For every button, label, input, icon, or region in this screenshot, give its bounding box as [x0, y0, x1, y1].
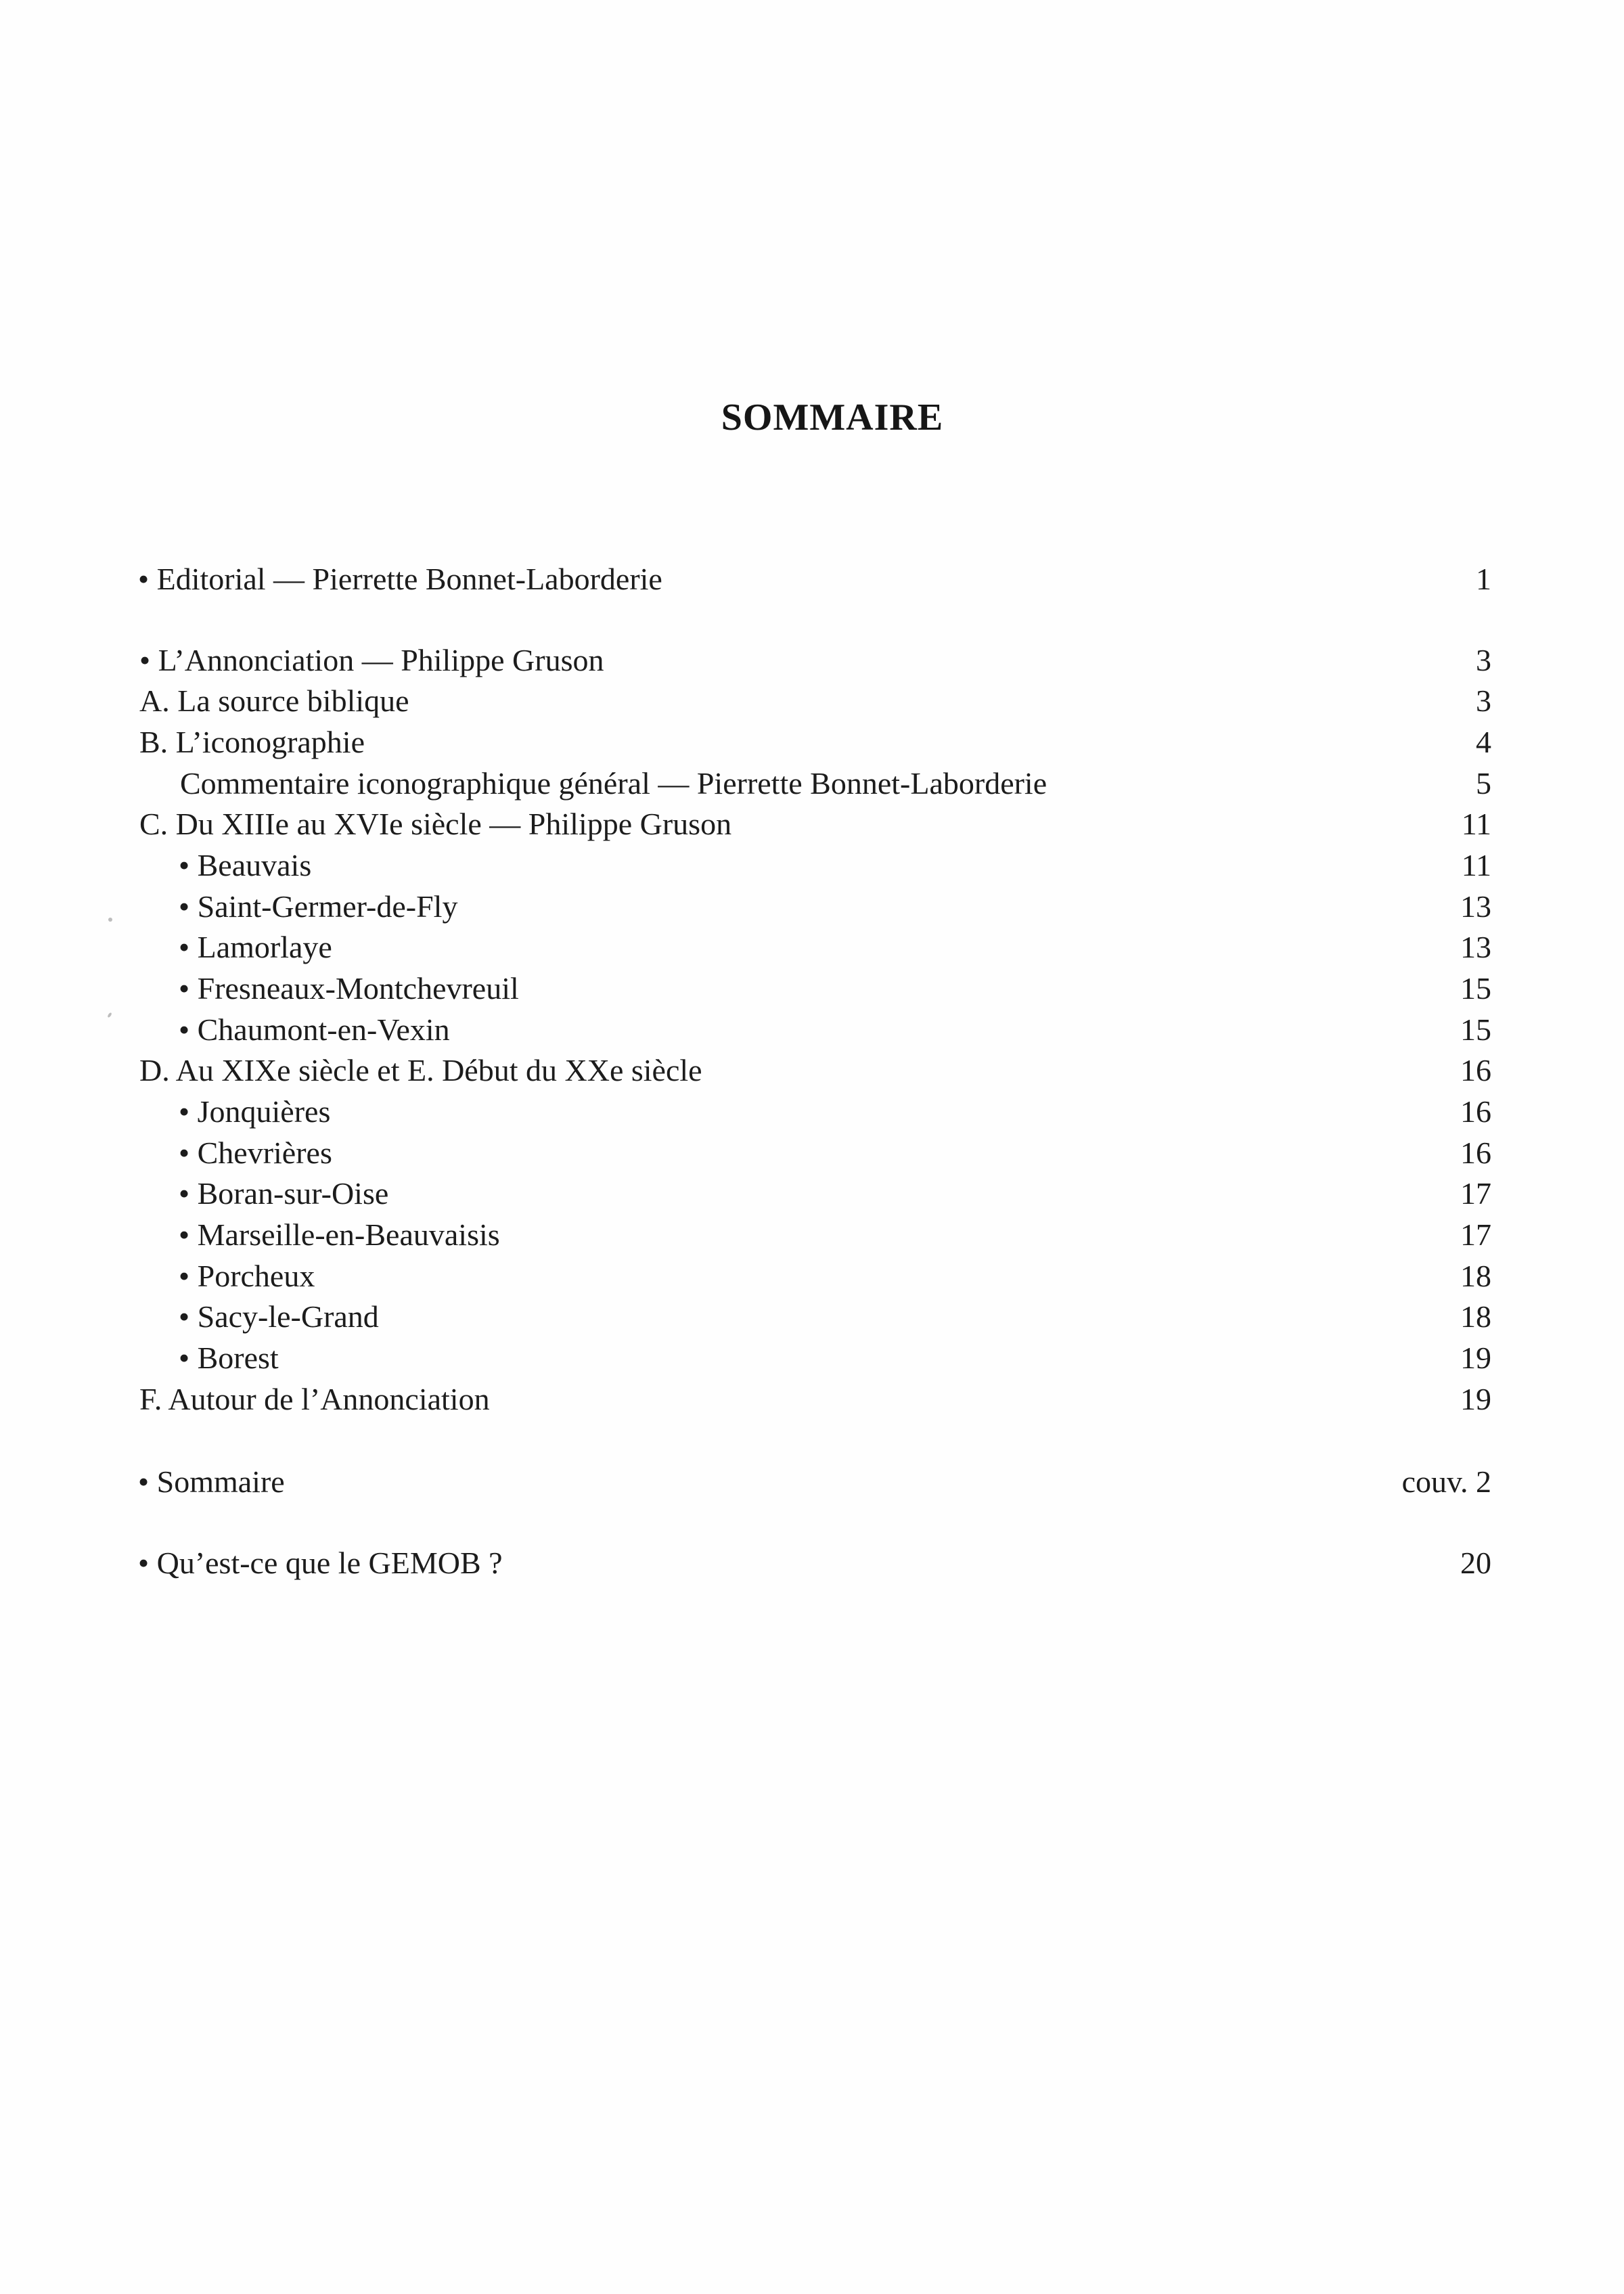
toc-entry-label: • Saint-Germer-de-Fly — [179, 889, 458, 924]
toc-entry-label: A. La source biblique — [139, 683, 409, 718]
toc-entry-label: • Lamorlaye — [179, 930, 332, 964]
toc-entry-page: 19 — [1460, 1341, 1491, 1375]
toc-entry-page: 19 — [1460, 1382, 1491, 1416]
toc-entry — [0, 927, 1624, 968]
toc-entry — [0, 968, 1624, 1009]
toc-entry — [0, 559, 1624, 600]
toc-entry-page: 18 — [1460, 1299, 1491, 1334]
toc-entry-page: 13 — [1460, 889, 1491, 924]
toc-entry-page: 11 — [1461, 807, 1491, 841]
toc-entry-label: • Qu’est-ce que le GEMOB ? — [138, 1546, 503, 1580]
toc-entry-page: 16 — [1460, 1053, 1491, 1087]
toc-entry-page: 17 — [1460, 1176, 1491, 1211]
toc-entry-label: • Fresneaux-Montchevreuil — [179, 971, 519, 1006]
page-title: SOMMAIRE — [721, 397, 944, 438]
toc-entry-label: • Beauvais — [179, 848, 312, 882]
toc-entry-page: 5 — [1476, 766, 1491, 801]
toc-entry-label: • Sommaire — [138, 1464, 285, 1499]
toc-entry — [0, 1215, 1624, 1255]
toc-entry-label: • L’Annonciation — Philippe Gruson — [139, 643, 604, 677]
toc-entry-label: Commentaire iconographique général — Pierrette Bonnet-Laborderie — [180, 766, 1047, 801]
toc-entry-page: 11 — [1461, 848, 1491, 882]
toc-entry — [0, 845, 1624, 886]
toc-entry-label: B. L’iconographie — [139, 725, 365, 759]
toc-entry-page: 1 — [1476, 562, 1491, 596]
toc-entry — [0, 1092, 1624, 1132]
toc-entry-label: • Marseille-en-Beauvaisis — [179, 1217, 500, 1252]
toc-entry-page: 15 — [1460, 1012, 1491, 1047]
toc-entry — [0, 722, 1624, 763]
toc-entry-label: • Chaumont-en-Vexin — [179, 1012, 450, 1047]
toc-entry — [0, 1050, 1624, 1091]
toc-entry-label: • Sacy-le-Grand — [179, 1299, 379, 1334]
toc-entry — [0, 1543, 1624, 1583]
toc-entry-page: 16 — [1460, 1094, 1491, 1129]
toc-entry-page: 13 — [1460, 930, 1491, 964]
toc-entry-page: 17 — [1460, 1217, 1491, 1252]
toc-entry-label: • Porcheux — [179, 1259, 315, 1293]
toc-entry — [0, 640, 1624, 681]
toc-entry-label: • Chevrières — [179, 1135, 332, 1170]
toc-entry-page: 18 — [1460, 1259, 1491, 1293]
toc-entry-page: 3 — [1476, 643, 1491, 677]
toc-entry — [0, 681, 1624, 721]
toc-entry-label: • Jonquières — [179, 1094, 331, 1129]
toc-entry — [0, 763, 1624, 804]
toc-entry-label: F. Autour de l’Annonciation — [139, 1382, 490, 1416]
toc-entry-page: 20 — [1460, 1546, 1491, 1580]
toc-entry-label: • Boran-sur-Oise — [179, 1176, 389, 1211]
toc-entry-label: • Editorial — Pierrette Bonnet-Laborderie — [138, 562, 662, 596]
toc-entry — [0, 1256, 1624, 1297]
toc-entry — [0, 1462, 1624, 1502]
toc-entry-page: 4 — [1476, 725, 1491, 759]
toc-entry — [0, 1133, 1624, 1173]
toc-entry-label: • Borest — [179, 1341, 279, 1375]
toc-entry — [0, 1173, 1624, 1214]
toc-entry — [0, 804, 1624, 845]
toc-entry-page: 3 — [1476, 683, 1491, 718]
toc-entry — [0, 1010, 1624, 1050]
scan-speck — [108, 918, 112, 922]
toc-entry-label: D. Au XIXe siècle et E. Début du XXe siècle — [139, 1053, 702, 1087]
toc-entry — [0, 1297, 1624, 1337]
toc-entry — [0, 886, 1624, 927]
toc-entry — [0, 1338, 1624, 1378]
toc-entry-page: couv. 2 — [1401, 1464, 1491, 1499]
toc-entry-label: C. Du XIIIe au XVIe siècle — Philippe Gruson — [139, 807, 732, 841]
toc-entry-page: 15 — [1460, 971, 1491, 1006]
toc-entry-page: 16 — [1460, 1135, 1491, 1170]
toc-entry — [0, 1379, 1624, 1420]
